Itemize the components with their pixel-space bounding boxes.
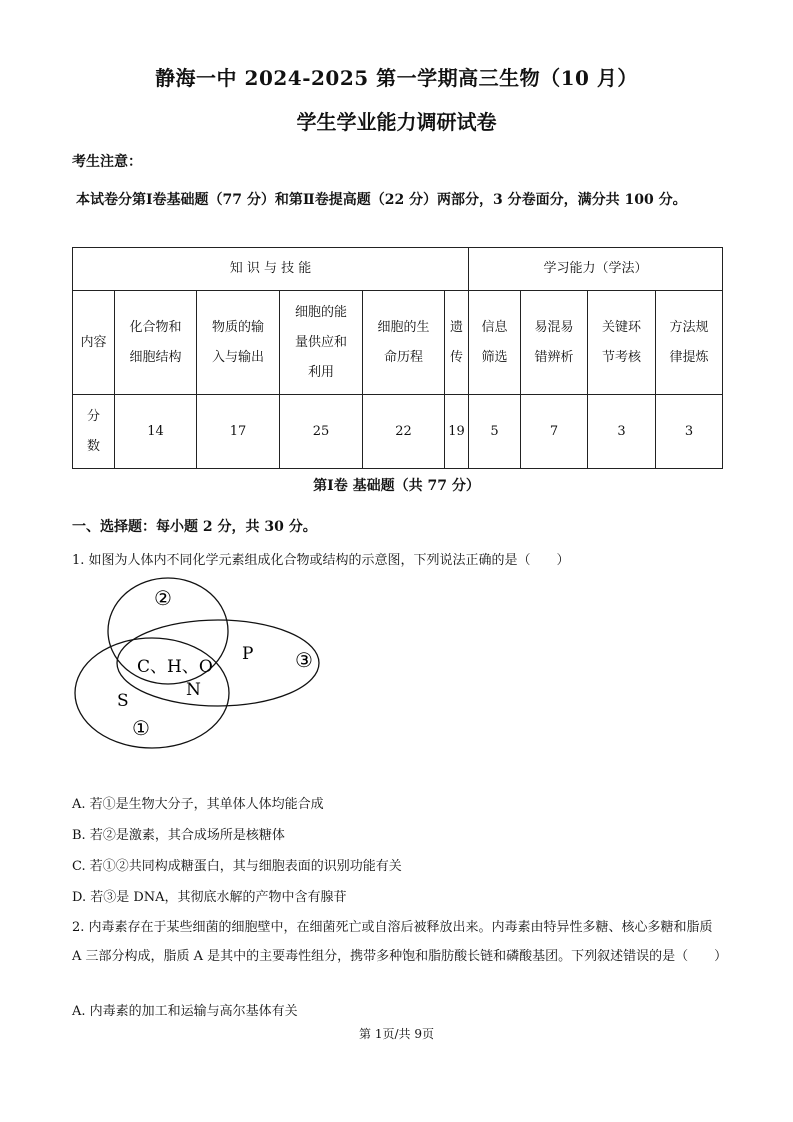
table-score-cell: 22 [363, 395, 445, 469]
table-group-knowledge: 知 识 与 技 能 [73, 248, 469, 291]
notice-text: 本试卷分第Ⅰ卷基础题（77 分）和第Ⅱ卷提高题（22 分）两部分，3 分卷面分，满分共 100 分。 [76, 192, 687, 208]
page-title: 静海一中 2024-2025 第一学期高三生物（10 月） [155, 66, 638, 90]
table-col-name: 遗传 [445, 291, 469, 395]
table-score-cell: 3 [656, 395, 723, 469]
table-col-name: 方法规律提炼 [656, 291, 723, 395]
score-table [72, 247, 723, 469]
table-col-name: 信息筛选 [469, 291, 521, 395]
question-2-option-a: A. 内毒素的加工和运输与高尔基体有关 [72, 1004, 298, 1019]
label-n: N [186, 680, 201, 700]
table-score-cell: 25 [280, 395, 363, 469]
table-col-name: 细胞的能量供应和利用 [280, 291, 363, 395]
question-1-option-c: C. 若①②共同构成糖蛋白，其与细胞表面的识别功能有关 [72, 859, 402, 874]
table-score-cell: 3 [588, 395, 656, 469]
question-1-stem: 1. 如图为人体内不同化学元素组成化合物或结构的示意图，下列说法正确的是（ ） [72, 553, 570, 568]
table-col-name: 细胞的生命历程 [363, 291, 445, 395]
question-1-option-a: A. 若①是生物大分子，其单体人体均能合成 [72, 797, 324, 812]
table-score-cell: 14 [115, 395, 197, 469]
page-footer: 第 1页/共 9页 [359, 1027, 434, 1041]
question-2-stem: 2. 内毒素存在于某些细菌的细胞壁中，在细菌死亡或自溶后被释放出来。内毒素由特异性多糖、核心多糖和脂质 A 三部分构成，脂质 A 是其中的主要毒性组分，携带多种饱和脂肪酸长链和磷酸基团。下列叙述错误的是（ ） [72, 920, 728, 964]
notice-label: 考生注意： [72, 154, 142, 170]
label-s: S [117, 691, 129, 711]
question-1-option-b: B. 若②是激素，其合成场所是核糖体 [72, 828, 285, 843]
table-col-name: 物质的输入与输出 [197, 291, 280, 395]
section-title: 第Ⅰ卷 基础题（共 77 分） [313, 478, 480, 494]
part-title: 一、选择题：每小题 2 分，共 30 分。 [72, 519, 317, 535]
label-center-elements: C、H、O [137, 657, 213, 677]
question-1-option-d: D. 若③是 DNA，其彻底水解的产物中含有腺苷 [72, 890, 347, 905]
table-col-name: 关键环节考核 [588, 291, 656, 395]
page-subtitle: 学生学业能力调研试卷 [296, 110, 497, 134]
circle-1 [75, 638, 229, 748]
venn-diagram [70, 573, 330, 753]
table-col-name: 化合物和细胞结构 [115, 291, 197, 395]
label-circle-1: ① [132, 716, 150, 740]
label-p: P [242, 644, 254, 664]
table-row-header-content: 内容 [73, 291, 115, 395]
table-score-cell: 7 [521, 395, 588, 469]
label-circle-3: ③ [295, 648, 313, 672]
label-circle-2: ② [154, 586, 172, 610]
table-group-ability: 学习能力（学法） [469, 248, 723, 291]
table-score-cell: 17 [197, 395, 280, 469]
table-score-cell: 19 [445, 395, 469, 469]
table-col-name: 易混易错辨析 [521, 291, 588, 395]
table-score-cell: 5 [469, 395, 521, 469]
table-row-header-score: 分数 [73, 395, 115, 469]
